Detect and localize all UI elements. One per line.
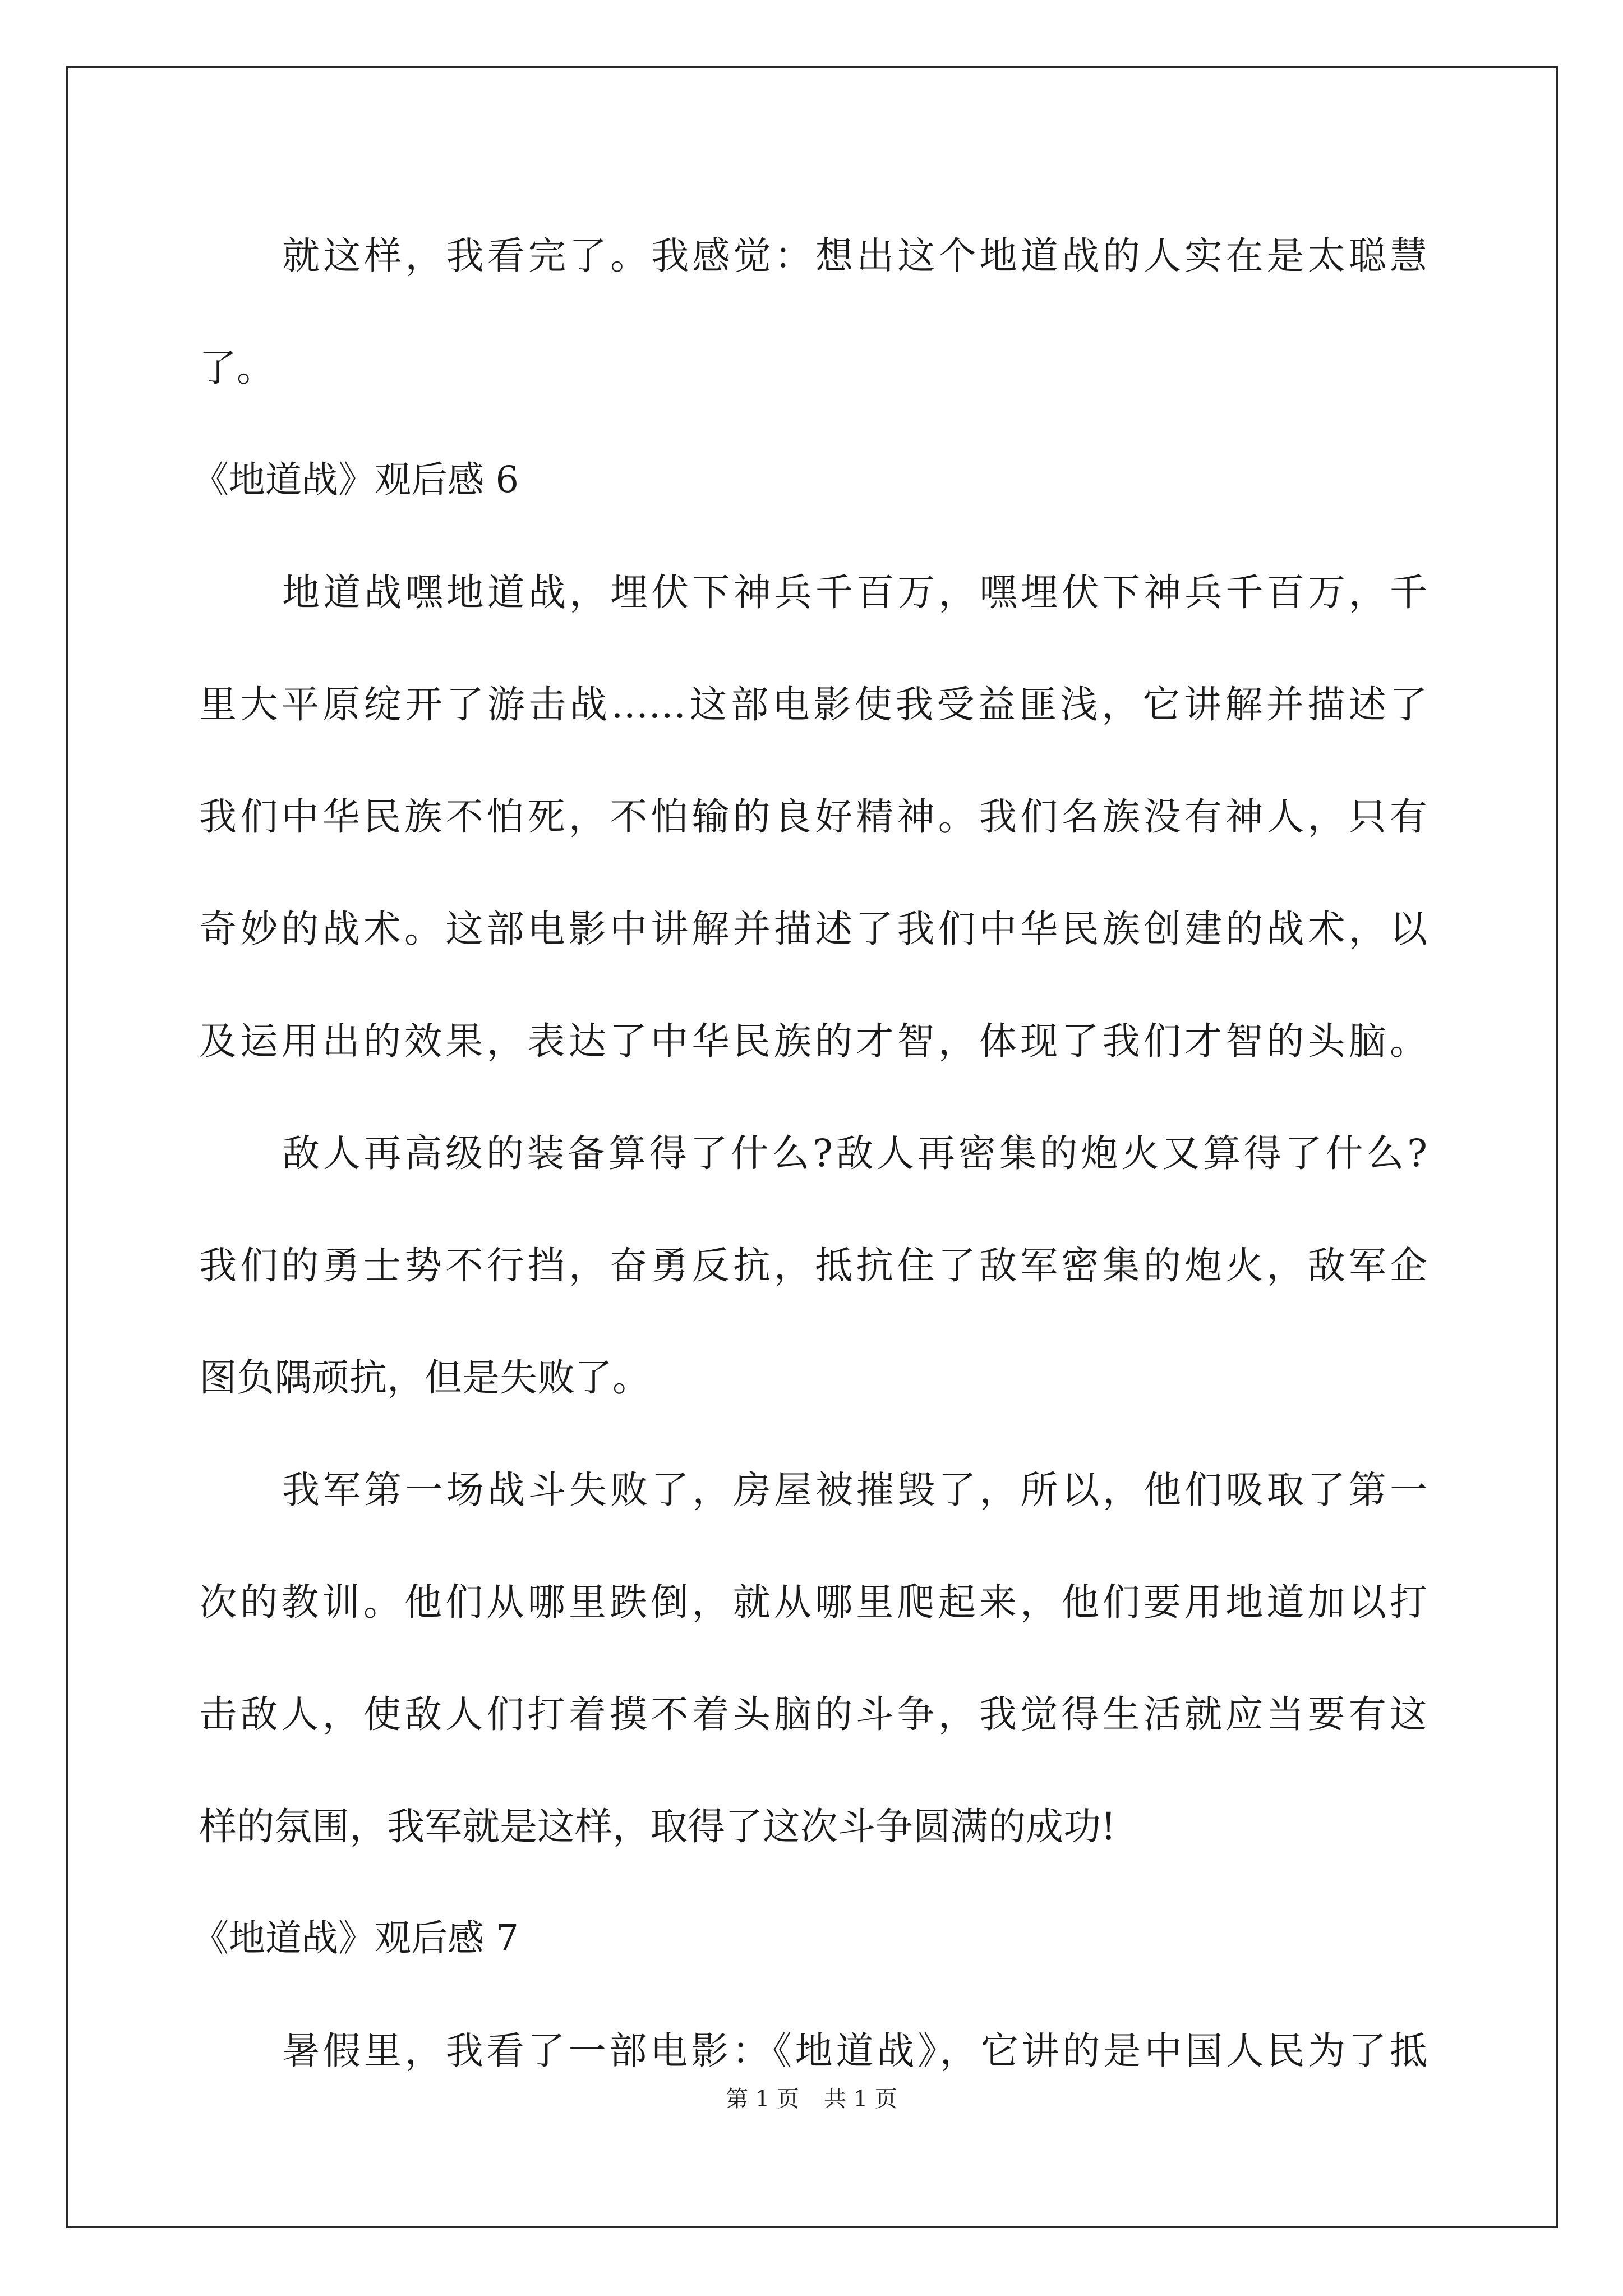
line-10: 我们的勇士势不行挡，奋勇反抗，抵抗住了敌军密集的炮火，敌军企	[199, 1244, 1427, 1287]
page-number-total: 共 1 页	[824, 2086, 897, 2112]
line-05: 里大平原绽开了游击战……这部电影使我受益匪浅，它讲解并描述了	[199, 683, 1427, 726]
line-12: 我军第一场战斗失败了，房屋被摧毁了，所以，他们吸取了第一	[282, 1468, 1427, 1512]
page-footer	[0, 2081, 1623, 2113]
line-13: 次的教训。他们从哪里跌倒，就从哪里爬起来，他们要用地道加以打	[199, 1580, 1427, 1624]
line-09: 敌人再高级的装备算得了什么?敌人再密集的炮火又算得了什么?	[282, 1131, 1427, 1175]
document-body	[192, 200, 1427, 2107]
line-11: 图负隅顽抗，但是失败了。	[199, 1356, 650, 1400]
line-14: 击敌人，使敌人们打着摸不着头脑的斗争，我觉得生活就应当要有这	[199, 1692, 1427, 1736]
line-06: 我们中华民族不怕死，不怕输的良好精神。我们名族没有神人，只有	[199, 795, 1427, 839]
line-04: 地道战嘿地道战，埋伏下神兵千百万，嘿埋伏下神兵千百万，千	[282, 570, 1427, 614]
line-15: 样的氛围，我军就是这样，取得了这次斗争圆满的成功!	[199, 1805, 1116, 1848]
page-number-current: 第 1 页	[726, 2086, 799, 2112]
line-02: 了。	[199, 346, 274, 390]
line-17: 暑假里，我看了一部电影：《地道战》，它讲的是中国人民为了抵	[282, 2029, 1427, 2073]
heading-6: 《地道战》观后感 6	[192, 459, 519, 501]
line-01: 就这样，我看完了。我感觉：想出这个地道战的人实在是太聪慧	[282, 234, 1427, 278]
heading-7: 《地道战》观后感 7	[192, 1917, 519, 1959]
line-07: 奇妙的战术。这部电影中讲解并描述了我们中华民族创建的战术，以	[199, 907, 1427, 951]
line-08: 及运用出的效果，表达了中华民族的才智，体现了我们才智的头脑。	[199, 1019, 1427, 1063]
